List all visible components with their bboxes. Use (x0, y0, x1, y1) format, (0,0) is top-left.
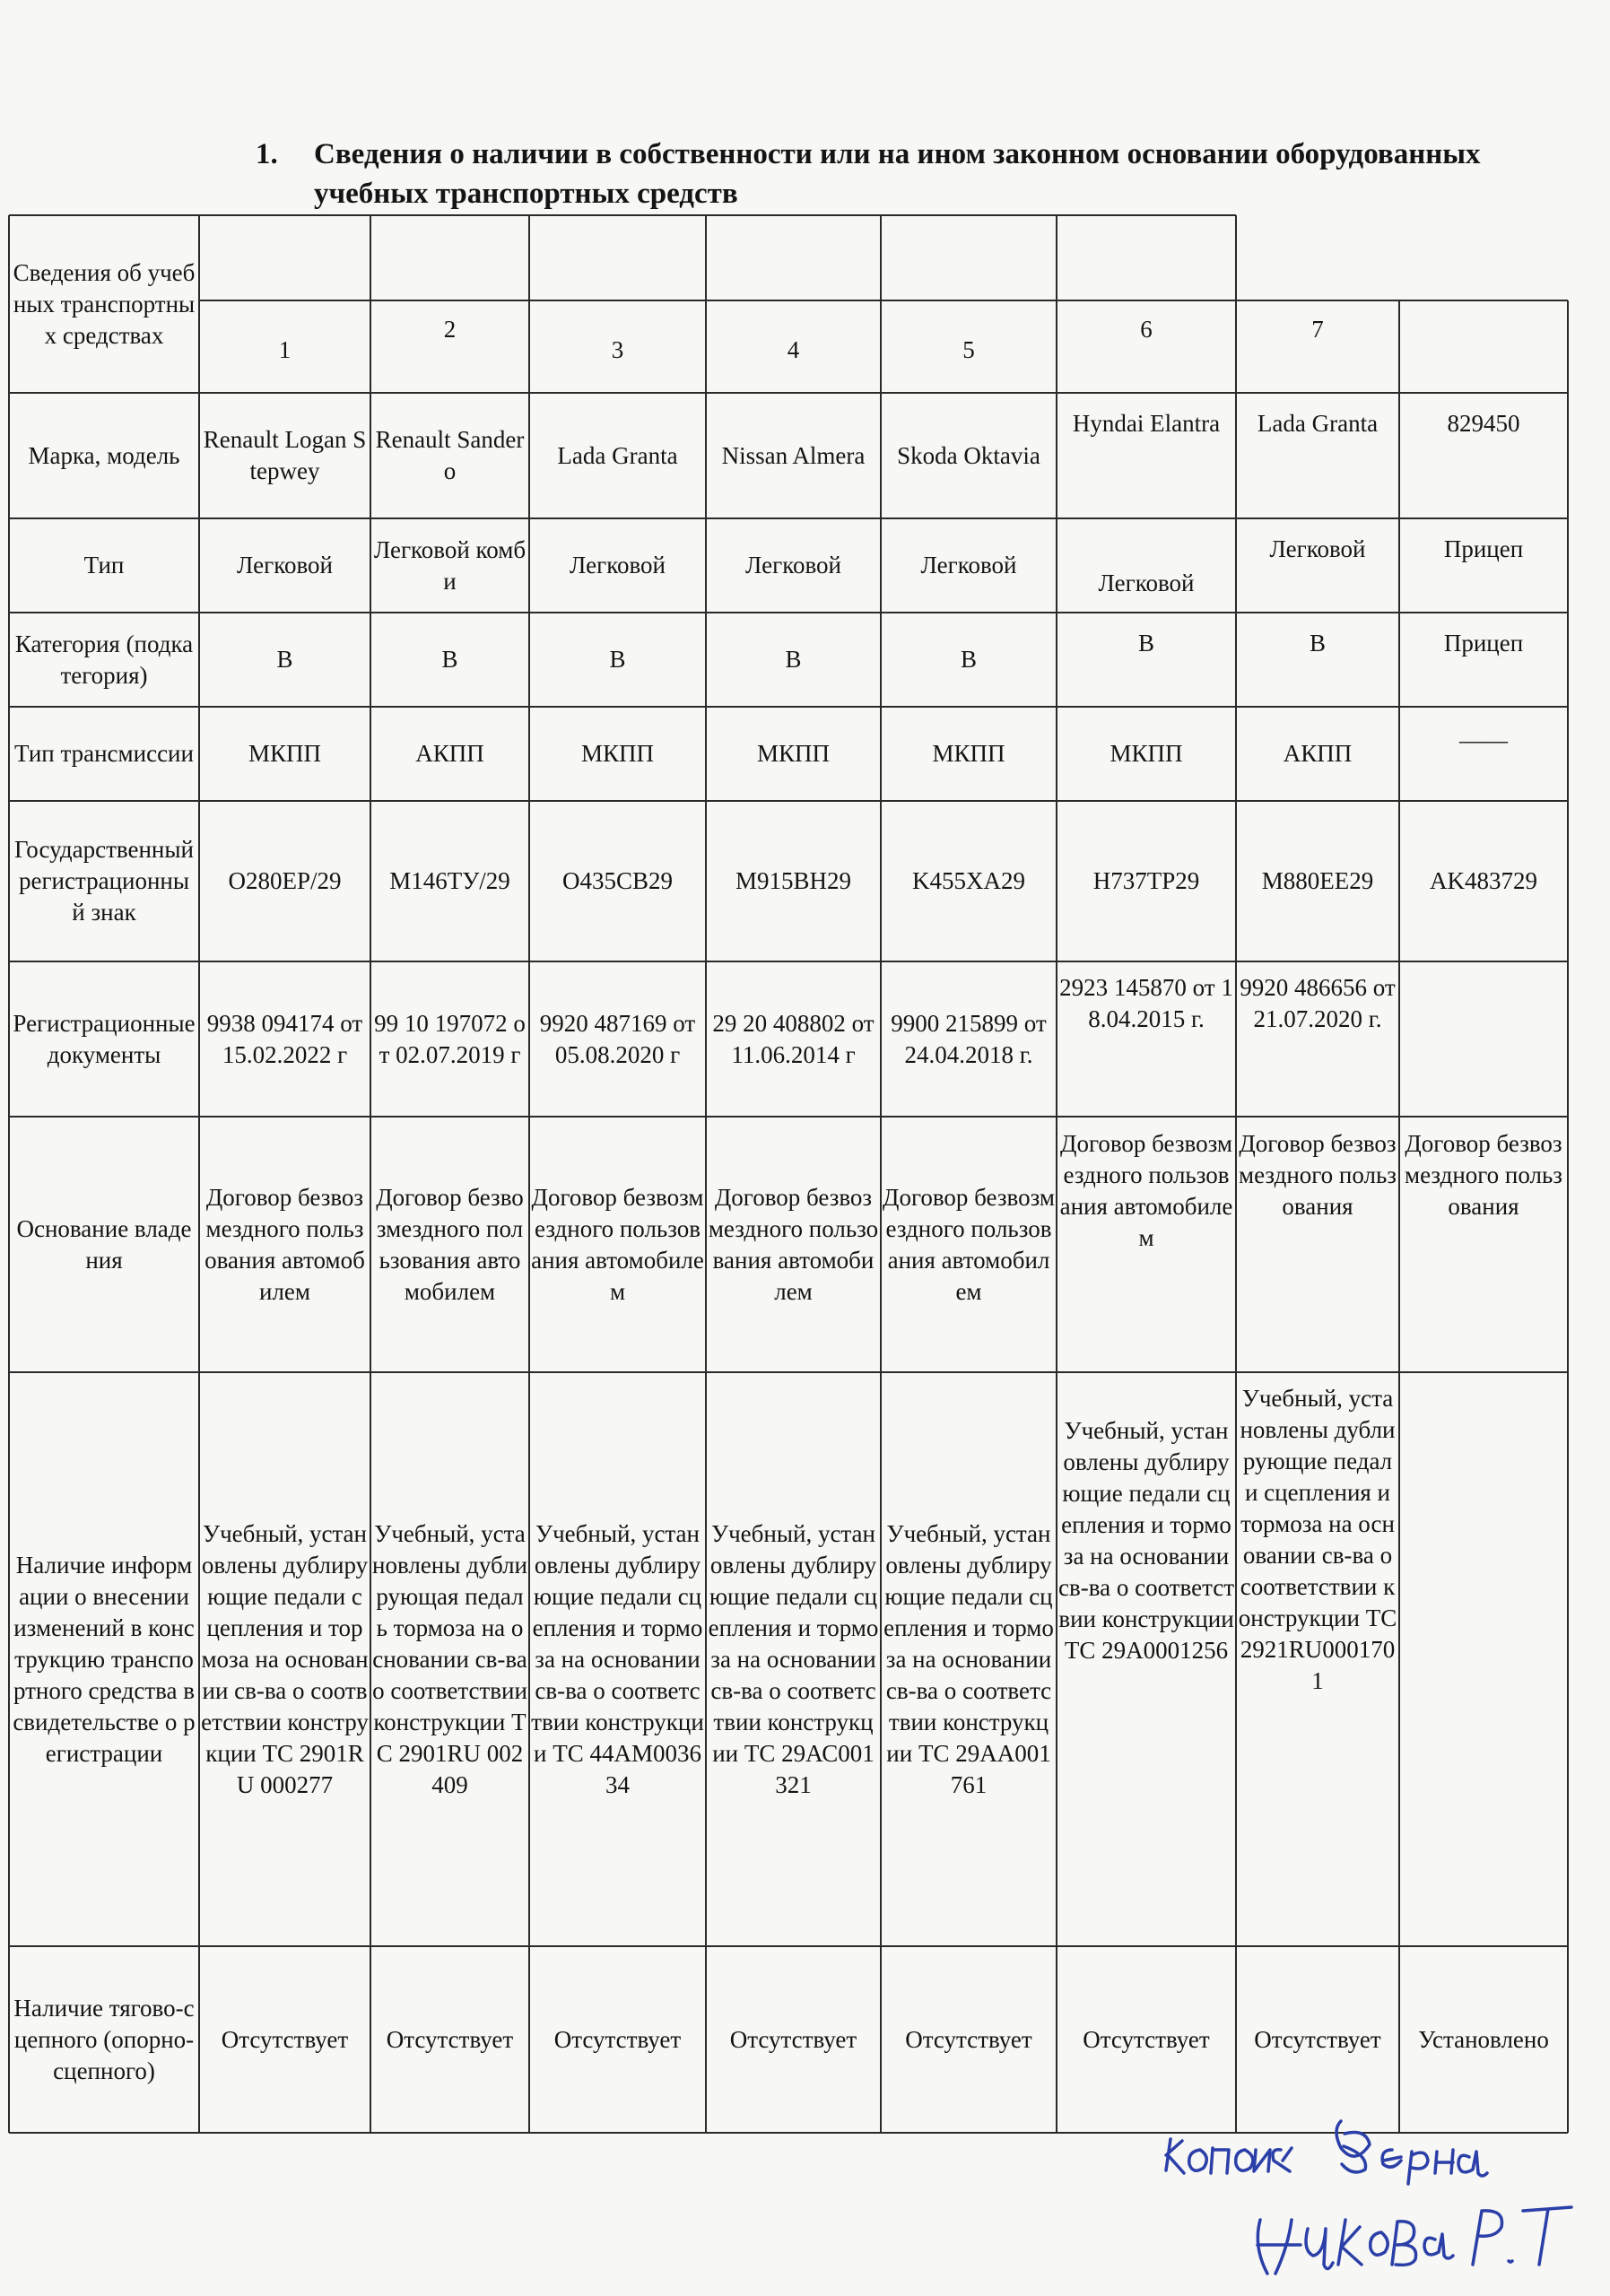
table-cell: 9920 487169 от 05.08.2020 г (539, 1009, 696, 1068)
table-cell: 9920 486656 от 21.07.2020 г. (1240, 974, 1396, 1032)
table-cell: M146TУ/29 (389, 867, 510, 894)
row-label-transmission: Тип трансмиссии (14, 740, 194, 767)
column-number: 7 (1311, 316, 1324, 343)
column-number: 2 (443, 316, 457, 343)
table-cell: O280EP/29 (228, 867, 342, 894)
table-cell: Lada Granta (1257, 410, 1379, 437)
row-label-brand: Марка, модель (28, 441, 180, 469)
row-label-type: Тип (83, 552, 125, 578)
table-cell: Прицеп (1443, 630, 1524, 657)
table-cell (1399, 963, 1568, 1115)
table-cell: Договор безвозмездного пользования автомобилем (883, 1183, 1055, 1305)
table-cell: Hyndai Elantra (1072, 410, 1221, 437)
table-cell: 9900 215899 от 24.04.2018 г. (891, 1009, 1047, 1068)
table-cell: Отсутствует (905, 2025, 1032, 2053)
row-label-ownership: Основание владения (16, 1214, 192, 1274)
table-cell: АКПП (1283, 740, 1353, 767)
column-number: 5 (962, 335, 975, 363)
table-cell: K455XA29 (912, 867, 1025, 894)
table-cell: M915BH29 (735, 867, 851, 894)
table-cell: B (785, 646, 802, 673)
table-cell: Учебный, установлены дублирующая педаль тормоза на основании св-ва о соответствии конструкции ТС 2901RU 002409 (372, 1519, 528, 1798)
row-label-modifications: Наличие информации о внесении изменений в конструкцию транспортного средства в свидетельстве о регистрации (13, 1551, 196, 1767)
table-cell: МКПП (1110, 740, 1183, 767)
row-label-category: Категория (подкатегория) (14, 630, 194, 689)
table-cell: Отсутствует (1254, 2025, 1381, 2053)
table-cell: Учебный, установлены дублирующие педали сцепления и тормоза на основании св-ва о соответствии конструкции ТС 2901RU 000277 (201, 1519, 369, 1798)
column-number: 3 (611, 335, 624, 363)
table-cell: H737TP29 (1092, 867, 1200, 894)
table-cell: Легковой (1269, 535, 1366, 562)
table-cell: Skoda Oktavia (897, 441, 1040, 469)
table-cell (1399, 1374, 1568, 1944)
table-cell: Отсутствует (553, 2025, 682, 2053)
table-cell: МКПП (932, 740, 1005, 767)
table-cell: Учебный, установлены дублирующие педали сцепления и тормоза на основании св-ва о соответствии конструкции ТС 29А0001256 (1058, 1417, 1235, 1664)
title-number: 1. (256, 138, 278, 170)
table-cell: B (609, 646, 626, 673)
table-cell: Отсутствует (729, 2025, 857, 2053)
table-cell: МКПП (248, 740, 321, 767)
table-cell: —— (1459, 726, 1508, 753)
table-cell: Легковой (570, 552, 666, 578)
table-cell: B (1137, 630, 1154, 657)
table-cell: 2923 145870 от 18.04.2015 г. (1059, 974, 1233, 1032)
table-cell: Договор безвозмездного пользования автомобилем (1059, 1130, 1233, 1251)
table-cell: Договор безвозмездного пользования автомобилем (531, 1183, 704, 1305)
table-cell: Nissan Almera (721, 441, 866, 469)
table-cell: Renault Logan Stepwey (203, 426, 367, 484)
table-cell: МКПП (756, 740, 830, 767)
table-cell: B (960, 646, 977, 673)
table-cell: МКПП (580, 740, 654, 767)
table-cell: Легковой (237, 552, 333, 578)
table-cell: 29 20 408802 от 11.06.2014 г (712, 1009, 875, 1068)
table-cell: B (441, 646, 458, 673)
table-cell: 99 10 197072 от 02.07.2019 г (374, 1009, 526, 1068)
table-cell: Договор безвозмездного пользования автомобилем (376, 1183, 524, 1305)
column-number: 1 (278, 335, 292, 363)
column-number: 4 (787, 335, 800, 363)
table-cell: Отсутствует (386, 2025, 514, 2053)
table-cell: АКПП (415, 740, 484, 767)
table-cell: B (276, 646, 293, 673)
table-cell: Учебный, установлены дублирующие педали сцепления и тормоза на основании св-ва о соответствии конструкции ТС 2921RU0001701 (1238, 1385, 1397, 1694)
table-cell: Отсутствует (221, 2025, 349, 2053)
table-cell: Lada Granta (557, 441, 678, 469)
handwritten-signature (1157, 2085, 1588, 2292)
table-cell: Договор безвозмездного пользования автомобилем (205, 1183, 365, 1305)
table-cell: Установлено (1418, 2025, 1549, 2053)
table-cell: B (1309, 630, 1326, 657)
table-cell: 9938 094174 от 15.02.2022 г (206, 1009, 363, 1068)
column-number: 6 (1140, 316, 1153, 343)
table-cell: Легковой (920, 552, 1017, 578)
row-label-reg-docs: Регистрационные документы (13, 1009, 196, 1068)
table-cell: Легковой комби (373, 535, 527, 595)
table-cell: Легковой (745, 552, 841, 578)
header-label: Сведения об учебных транспортных средствах (13, 258, 196, 349)
table-cell: Отсутствует (1083, 2025, 1210, 2053)
table-cell: 829450 (1447, 410, 1520, 437)
table-cell: Учебный, установлены дублирующие педали сцепления и тормоза на основании св-ва о соответствии конструкции ТС 44АМ003634 (531, 1519, 704, 1798)
row-label-plate: Государственный регистрационный знак (14, 836, 194, 926)
table-cell: Договор безвозмездного пользования (1239, 1130, 1397, 1220)
table-cell: Renault Sandero (375, 426, 525, 484)
row-label-hitch: Наличие тягово-сцепного (опорно-сцепного) (13, 1994, 195, 2084)
table-cell: Учебный, установлены дублирующие педали сцепления и тормоза на основании св-ва о соответствии конструкции ТС 29АС001321 (708, 1519, 879, 1798)
table-cell: Легковой (1098, 570, 1195, 596)
table-cell: Прицеп (1443, 535, 1524, 562)
table-cell: AK483729 (1430, 867, 1537, 894)
table-cell: Учебный, установлены дублирующие педали сцепления и тормоза на основании св-ва о соответствии конструкции ТС 29АА001761 (883, 1519, 1054, 1798)
table-cell: Договор безвозмездного пользования автомобилем (708, 1183, 879, 1305)
table-cell: Договор безвозмездного пользования (1405, 1130, 1562, 1220)
table-cell: O435CB29 (561, 867, 674, 894)
title-text: Сведения о наличии в собственности или на ином законном основании оборудованных учебных транспортных средств (314, 138, 1481, 210)
table-cell: M880EE29 (1261, 867, 1374, 894)
